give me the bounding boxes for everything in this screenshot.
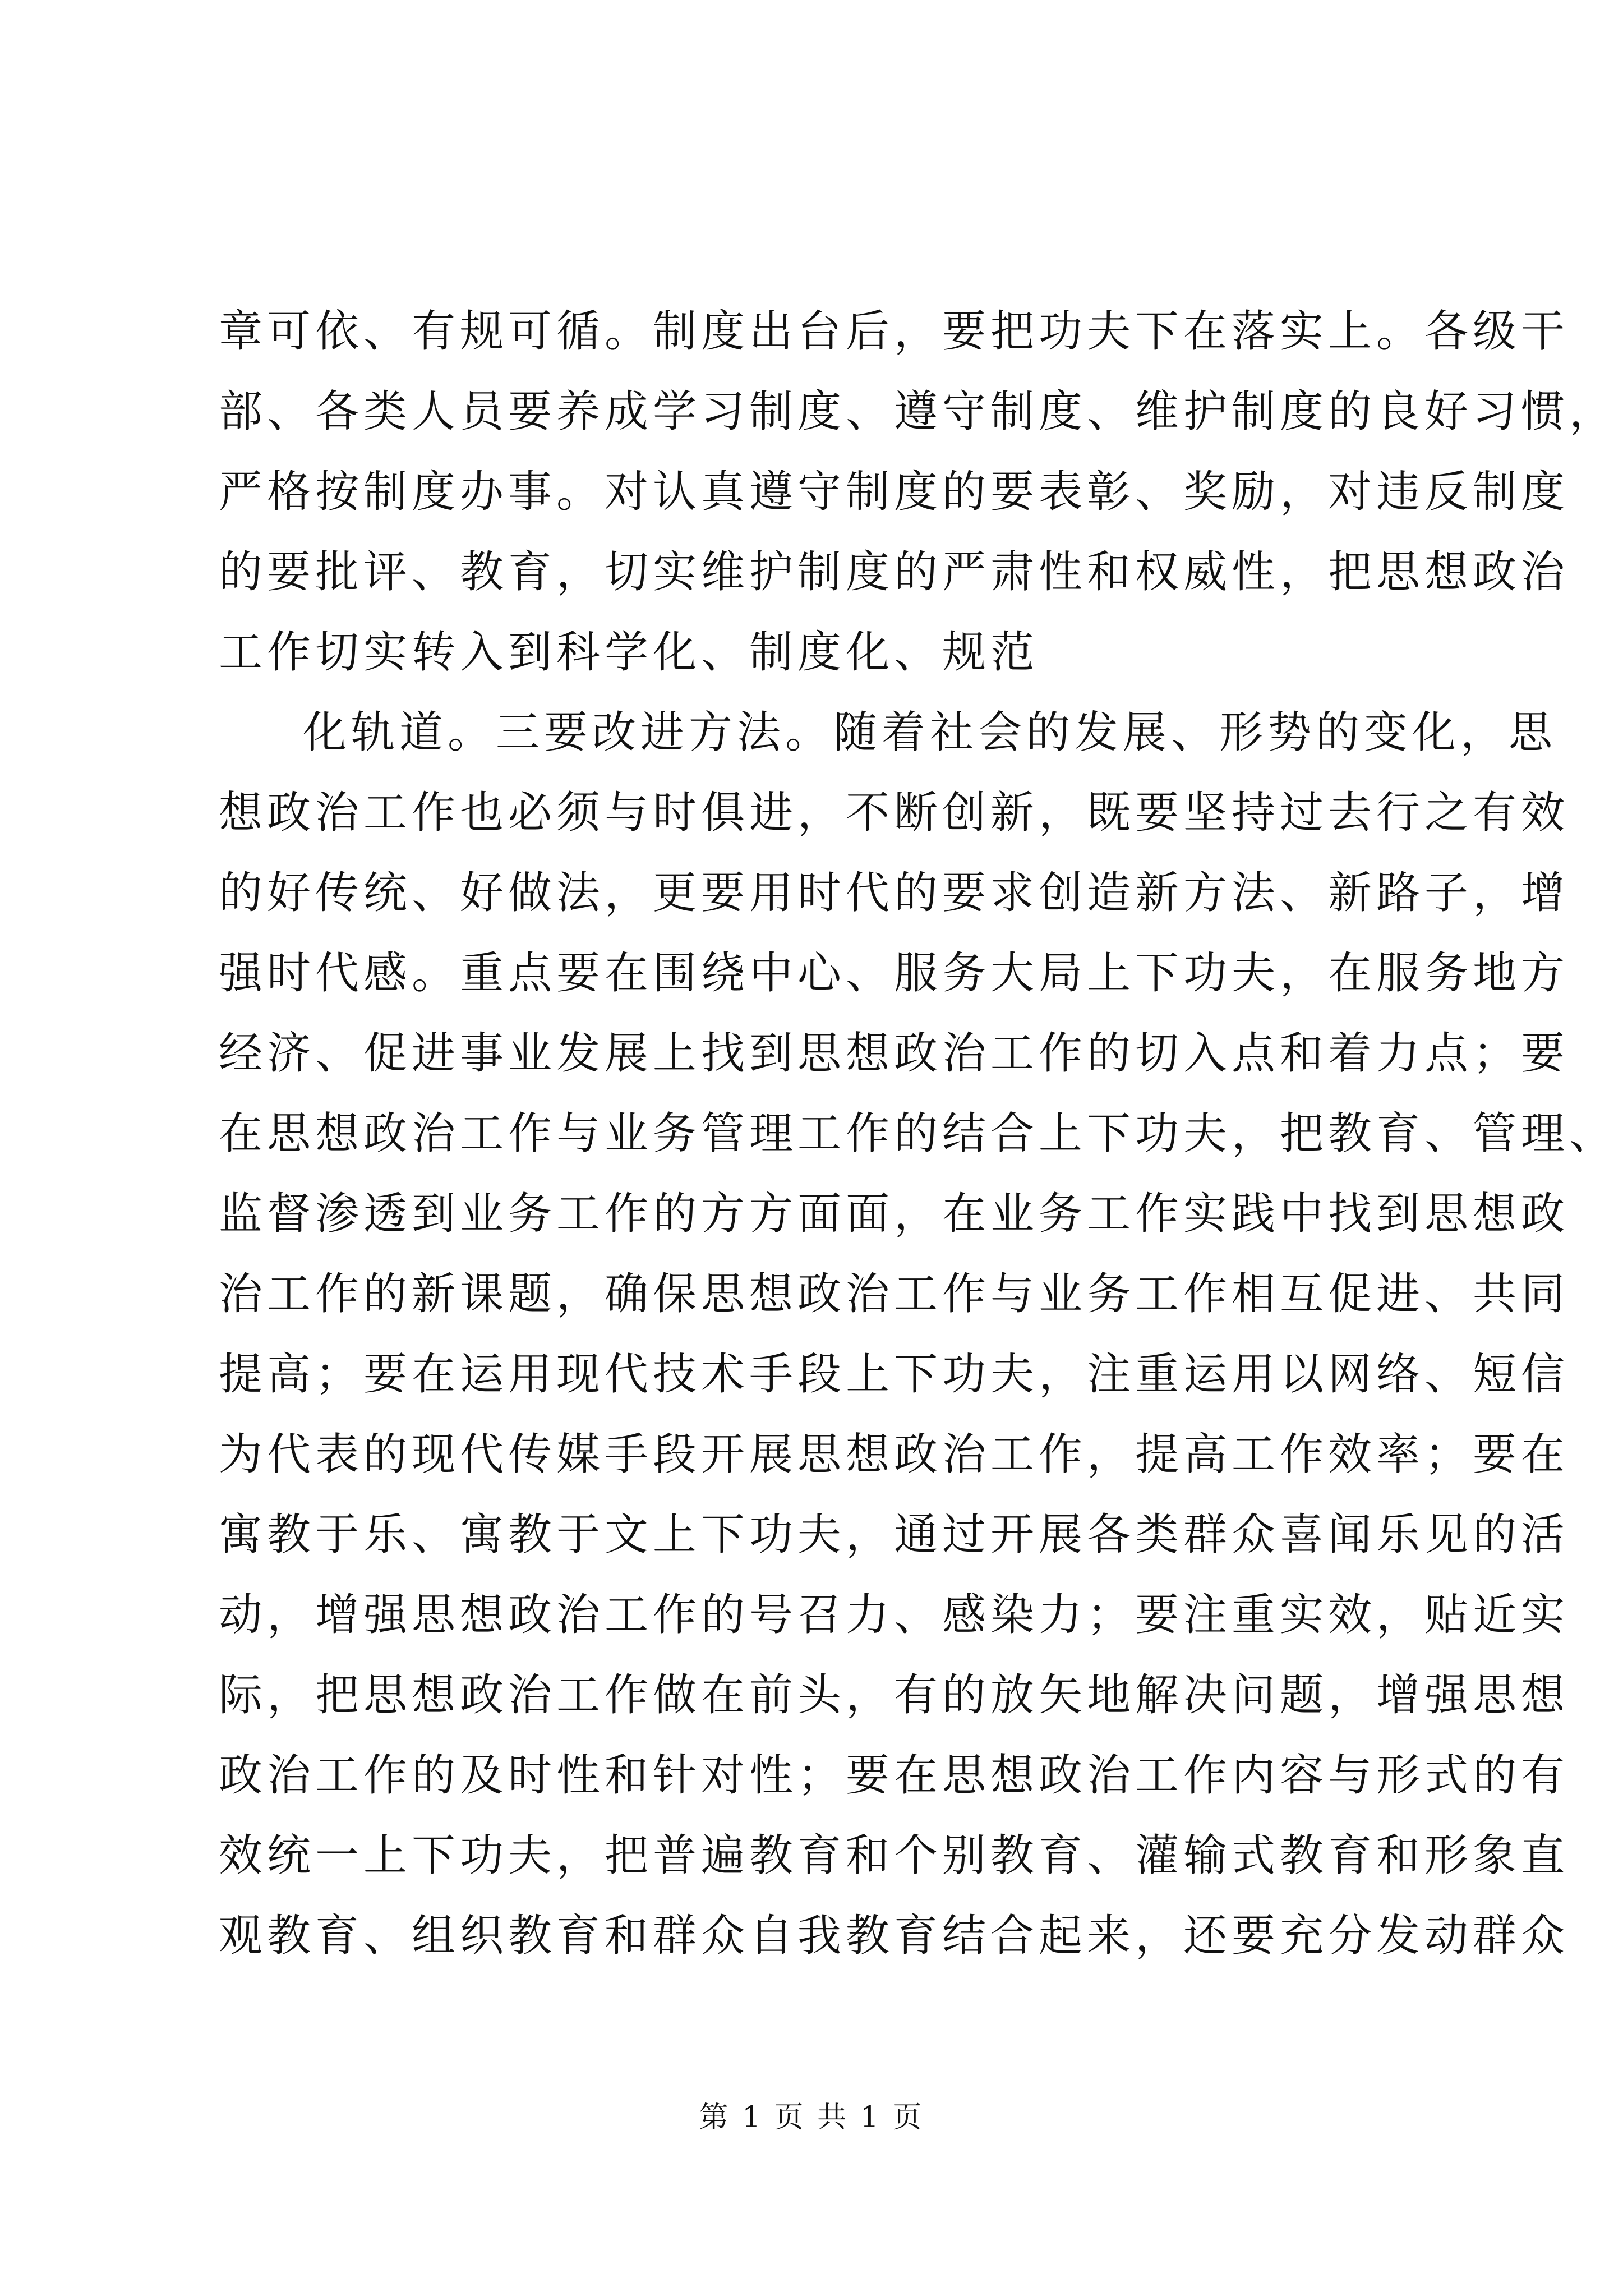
text-line: 监督渗透到业务工作的方方面面，在业务工作实践中找到思想政 xyxy=(219,1189,1570,1239)
text-line: 政治工作的及时性和针对性；要在思想政治工作内容与形式的有 xyxy=(219,1750,1570,1801)
text-line: 章可依、有规可循。制度出台后，要把功夫下在落实上。各级干 xyxy=(219,306,1570,357)
text-line: 治工作的新课题，确保思想政治工作与业务工作相互促进、共同 xyxy=(219,1269,1570,1319)
text-line: 观教育、组织教育和群众自我教育结合起来，还要充分发动群众 xyxy=(219,1911,1570,1961)
text-line: 寓教于乐、寓教于文上下功夫，通过开展各类群众喜闻乐见的活 xyxy=(219,1510,1570,1560)
text-line: 效统一上下功夫，把普遍教育和个别教育、灌输式教育和形象直 xyxy=(219,1830,1570,1881)
text-line: 际，把思想政治工作做在前头，有的放矢地解决问题，增强思想 xyxy=(219,1670,1570,1720)
text-line: 部、各类人员要养成学习制度、遵守制度、维护制度的良好习惯， xyxy=(219,386,1618,437)
text-line: 的要批评、教育，切实维护制度的严肃性和权威性，把思想政治 xyxy=(219,547,1570,597)
text-line: 经济、促进事业发展上找到思想政治工作的切入点和着力点；要 xyxy=(219,1028,1570,1079)
text-line: 在思想政治工作与业务管理工作的结合上下功夫，把教育、管理、 xyxy=(219,1108,1618,1159)
text-line: 提高；要在运用现代技术手段上下功夫，注重运用以网络、短信 xyxy=(219,1349,1570,1400)
text-line: 的好传统、好做法，更要用时代的要求创造新方法、新路子，增 xyxy=(219,868,1570,918)
text-line: 为代表的现代传媒手段开展思想政治工作，提高工作效率；要在 xyxy=(219,1429,1570,1480)
text-line: 严格按制度办事。对认真遵守制度的要表彰、奖励，对违反制度 xyxy=(219,467,1570,517)
page-footer xyxy=(0,2098,1623,2137)
text-line: 工作切实转入到科学化、制度化、规范 xyxy=(219,627,1039,678)
text-line: 想政治工作也必须与时俱进，不断创新，既要坚持过去行之有效 xyxy=(219,788,1570,838)
text-line: 动，增强思想政治工作的号召力、感染力；要注重实效，贴近实 xyxy=(219,1590,1570,1640)
page-number-label: 第 1 页 共 1 页 xyxy=(699,2101,924,2134)
text-line-indented: 化轨道。三要改进方法。随着社会的发展、形势的变化，思 xyxy=(303,707,1557,758)
text-line: 强时代感。重点要在围绕中心、服务大局上下功夫，在服务地方 xyxy=(219,948,1570,999)
body-text xyxy=(219,292,1618,1976)
